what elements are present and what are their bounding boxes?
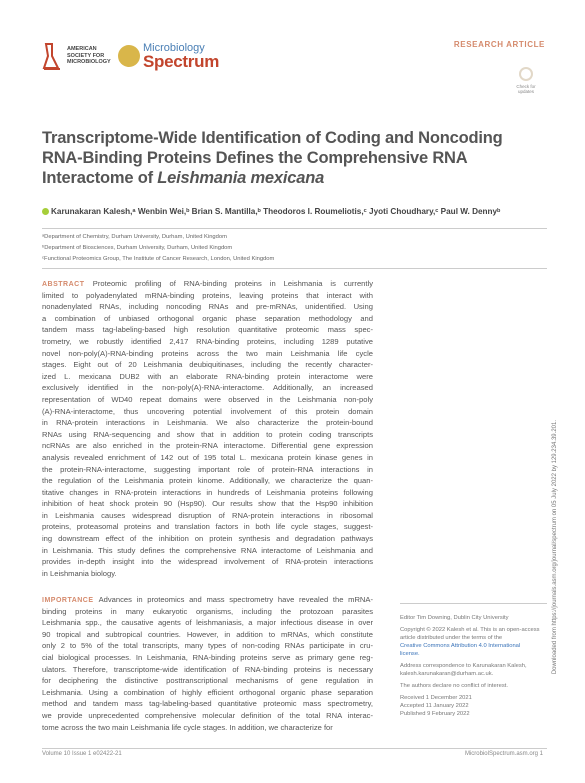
importance-line: Leishmania. Using a combination of highly efficient orthogonal organic phase separation — [42, 687, 373, 697]
section-label: RESEARCH ARTICLE — [453, 40, 545, 49]
abstract-line: titative changes in RNA-protein interactions in hundreds of Leishmania proteins following — [42, 487, 373, 497]
abstract-line: (A)-RNA-interactome, thus uncovering potential involvement of this protein domain — [42, 406, 373, 416]
editor-line: Editor Tim Downing, Dublin City University — [400, 615, 509, 621]
importance-line: method and tandem mass tag-labeling-based quantitative proteomic mass spectrometry, — [42, 699, 373, 709]
license-link[interactable]: Creative Commons Attribution 4.0 International license. — [400, 643, 521, 657]
abstract-line: stages. Eight out of 20 Leishmania deubiquitinases, including the recently character- — [42, 360, 373, 370]
divider — [42, 228, 547, 229]
abstract — [42, 278, 373, 579]
importance-line: cial biological processes. In Leishmania, RNA-binding proteins serve as primary gene reg- — [42, 652, 373, 662]
importance-line: tome across the two main Leishmania life cycle stages. In addition, we characterize for — [42, 722, 333, 732]
importance-line: ulators. Therefore, transcriptome-wide identification of RNA-binding proteins is necessary — [42, 664, 373, 674]
article-info-panel — [400, 610, 540, 718]
abstract-line: in RNA-protein interactions in Leishmania. We also characterize the protein-bound — [42, 418, 373, 428]
abstract-line: RNAs using RNA-sequencing and show that in addition to protein coding transcripts — [42, 429, 373, 439]
abstract-line: the protein-RNA-interactome, suggesting important role of protein-RNA interactions in — [42, 464, 373, 474]
abstract-line: novel non-poly(A)-RNA-binding proteins across the two main Leishmania life cycle — [42, 348, 373, 358]
asm-logo-icon — [42, 42, 64, 72]
affiliation-b: ᵇDepartment of Biosciences, Durham University, Durham, United Kingdom — [42, 245, 233, 251]
abstract-line: limited to polyadenylated mRNA-binding proteins, leaving proteins that interact with — [42, 290, 373, 300]
orcid-icon[interactable] — [42, 208, 49, 215]
importance-line: only 2 to 5% of the total transcripts, many types of non-coding RNAs participate in cru- — [42, 641, 373, 651]
importance-line: 90 tropical and subtropical countries. However, in addition to mRNAs, which constitute — [42, 629, 373, 639]
title-line-3 — [42, 168, 547, 188]
download-note: Downloaded from https://journals.asm.org/journal/spectrum on 05 July 2022 by 129.234.39.201. — [552, 420, 558, 675]
abstract-line: analysis revealed enrichment of 142 out of 195 total L. mexicana protein kinase genes in — [42, 452, 373, 462]
abstract-line: provides in-depth insight into the widespread involvement of RNA-protein interactions — [42, 557, 373, 567]
authors-text: Karunakaran Kalesh,ᵃ Wenbin Wei,ᵇ Brian S. Mantilla,ᵇ Theodoros I. Roumeliotis,ᶜ Jyoti Choudhary,ᶜ Paul W. Dennyᵇ — [51, 207, 501, 216]
importance-line: binding proteins in many eukaryotic organisms, including the protozoan parasites — [42, 606, 373, 616]
abstract-line: proteins, proteasomal proteins and translation factors in both life cycle stages, suggest- — [42, 522, 373, 532]
abstract-line: in Leishmania. This study defines the comprehensive RNA interactome of Leishmania and — [42, 545, 373, 555]
divider — [42, 268, 547, 269]
importance-line: for deciphering the distinctive posttranscriptional mechanisms of gene regulation in — [42, 676, 373, 686]
abstract-line: the regulation of the Leishmania protein kinome. Additionally, we characterize the quan- — [42, 476, 373, 486]
journal-logo-icon — [118, 45, 140, 67]
check-updates-label[interactable]: Check for updates — [516, 84, 536, 94]
abstract-label: ABSTRACT — [42, 281, 93, 288]
abstract-line: a combination of unbiased orthogonal organic phase separation methodology and — [42, 313, 373, 323]
received-date: Received 1 December 2021 — [400, 695, 472, 701]
title-line-2: RNA-Binding Proteins Defines the Comprehensive RNA — [42, 149, 468, 167]
copyright-text: Copyright © 2022 Kalesh et al. This is an open-access article distributed under the terms of the — [400, 627, 540, 641]
abstract-line: ABSTRACT Proteomic profiling of RNA-binding proteins in Leishmania is currently — [42, 279, 373, 288]
title-species: Leishmania mexicana — [157, 169, 325, 187]
abstract-line: inhibition of heat shock protein 90 (Hsp90). Our results show that the Hsp90 inhibition — [42, 499, 373, 509]
journal-name-bottom: Spectrum — [143, 52, 220, 71]
asm-name — [67, 46, 117, 66]
abstract-line: ized L. mexicana DUB2 with an elaborate RNA-binding protein interactome were — [42, 371, 373, 381]
importance — [42, 594, 373, 733]
importance-label: IMPORTANCE — [42, 597, 99, 604]
side-divider — [400, 603, 547, 604]
abstract-line: exclusively identified in the non-poly(A)-RNA-interactome. Additionally, an increased — [42, 383, 373, 393]
published-date: Published 9 February 2022 — [400, 711, 470, 717]
conflict-statement: The authors declare no conflict of interest. — [400, 683, 508, 689]
abstract-line: representation of WD40 repeat domains were observed in the Leishmania non-poly — [42, 394, 373, 404]
asm-line-1: AMERICAN — [67, 46, 97, 52]
importance-line: we provide unprecedented comprehensive molecular definition of the total RNA interac- — [42, 710, 373, 720]
footer-journal-page: MicrobiolSpectrum.asm.org 1 — [464, 751, 543, 757]
importance-line: Leishmania spp., the causative agents of leishmaniasis, a major infectious disease in over — [42, 618, 373, 628]
abstract-line: trometry, we robustly identified 2,417 RNA-binding proteins, including 1289 putative — [42, 336, 373, 346]
journal-name-top: Microbiology — [143, 42, 205, 54]
abstract-line: ncRNAs are also enriched in the protein-RNA interactome. Differential gene expression — [42, 441, 373, 451]
title-line-1: Transcriptome-Wide Identification of Coding and Noncoding — [42, 129, 503, 147]
abstract-line: ing downstream effect of the inhibition on protein synthesis and degradation pathways — [42, 534, 373, 544]
asm-line-2: SOCIETY FOR — [67, 52, 105, 59]
affiliation-a: ᵃDepartment of Chemistry, Durham University, Durham, United Kingdom — [42, 234, 227, 240]
check-updates-icon[interactable] — [519, 67, 533, 81]
article-title — [42, 128, 547, 188]
asm-line-3: MICROBIOLOGY — [67, 59, 111, 66]
author-list — [42, 207, 547, 216]
abstract-line: in Leishmania causes widespread disruption of RNA-protein interactions in ribosomal — [42, 510, 373, 520]
accepted-date: Accepted 11 January 2022 — [400, 703, 469, 709]
importance-line: IMPORTANCE Advances in proteomics and mass spectrometry have revealed the mRNA- — [42, 595, 373, 604]
footer-divider — [42, 748, 547, 749]
affiliation-c: ᶜFunctional Proteomics Group, The Institute of Cancer Research, London, United Kingdom — [42, 256, 275, 262]
abstract-line: nonadenylated RNAs, including noncoding RNAs and pre-mRNAs, unidentified. Using — [42, 302, 373, 312]
abstract-line: tandem mass tag-labeling-based high resolution quantitative proteomic mass spec- — [42, 325, 373, 335]
correspondence: Address correspondence to Karunakaran Kalesh, kalesh.karunakaran@durham.ac.uk. — [400, 663, 527, 677]
footer-citation: Volume 10 Issue 1 e02422-21 — [42, 751, 122, 757]
title-line-3-prefix: Interactome of — [42, 169, 158, 187]
abstract-line: in Leishmania biology. — [42, 568, 117, 578]
